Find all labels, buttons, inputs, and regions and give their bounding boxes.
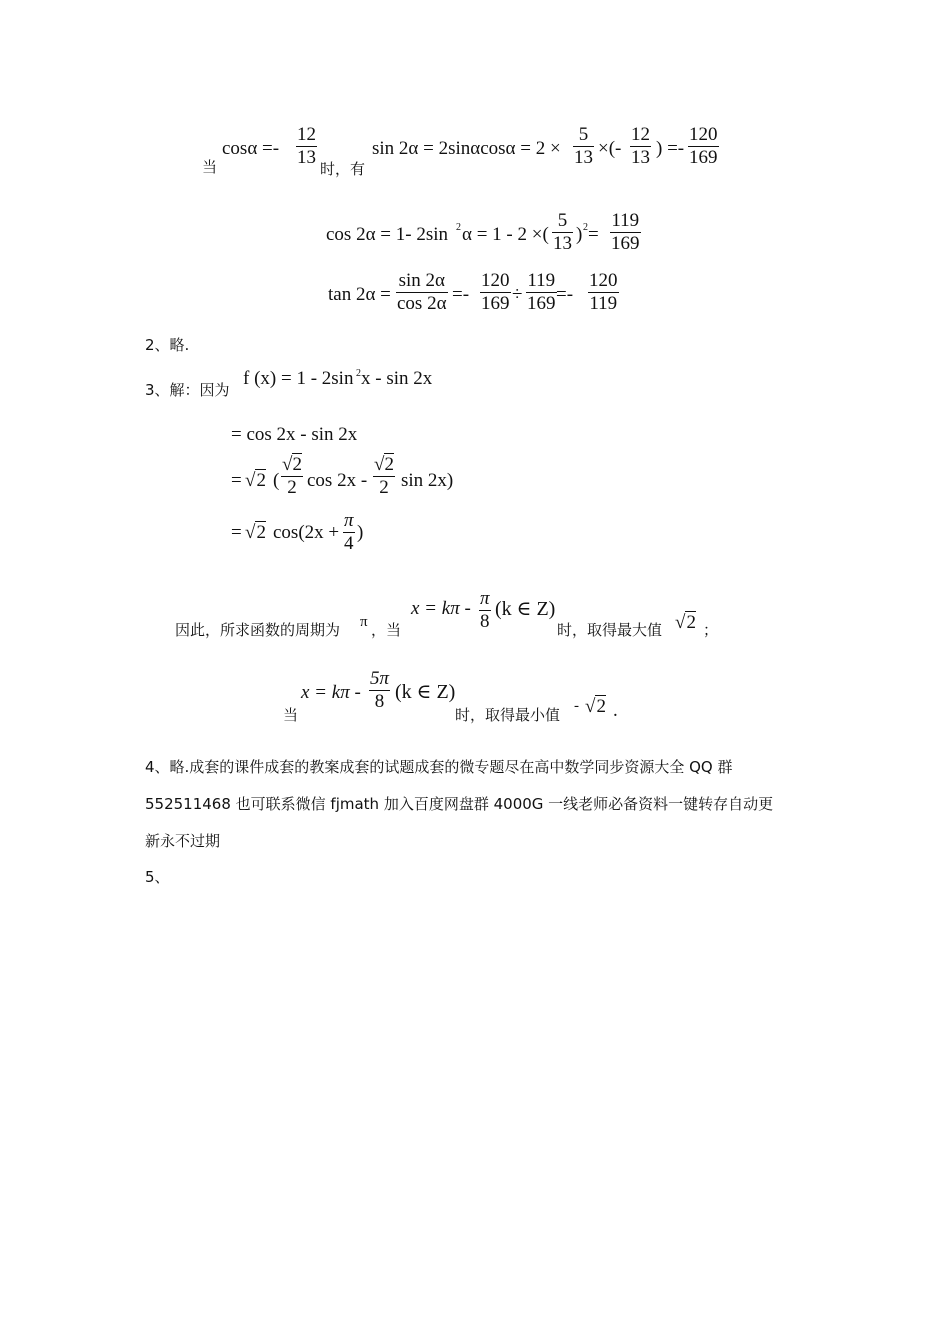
fraction-5-13: $\frac{5}{13}$ (574, 124, 593, 168)
fraction-120-169: $\frac{120}{169}$ (689, 124, 718, 168)
sqrt2-b: √2 (245, 522, 266, 543)
period-shi-max: 时，取得最大值 (557, 621, 663, 639)
tan2a-eqneg2: =- (556, 284, 574, 305)
line2-sin: sin 2x) (401, 470, 454, 491)
times-open: ×(- (598, 138, 622, 159)
fraction-119-169-b: $\frac{119}{169}$ (527, 270, 556, 314)
sqrt2-a: √2 (245, 470, 266, 491)
fraction-sin-cos: $\frac{\sin 2\alpha}{\cos 2\alpha}$ (397, 270, 447, 314)
fraction-120-119: $\frac{120}{119}$ (589, 270, 618, 314)
line2-eq: = (231, 470, 242, 491)
period-pi: π (360, 614, 368, 630)
cos2a-close: ) (576, 224, 583, 245)
fraction-sqrt2-2-a: $\frac{√2}{2}$ (282, 454, 302, 498)
period-x-eq: x = kπ - (411, 598, 471, 619)
fraction-pi-4: $\frac{\pi}{4}$ (344, 510, 354, 554)
item-5: 5、 (145, 868, 170, 886)
line3-close: ) (357, 522, 364, 543)
cos-alpha-expr: cosα =- (222, 138, 280, 159)
tan2a-eqneg: =- (452, 284, 470, 305)
item3-line1: = cos 2x - sin 2x (231, 424, 358, 445)
min-shi: 时，取得最小值 (455, 706, 561, 724)
period-text: 因此，所求函数的周期为 (175, 621, 341, 639)
line3-eq: = (231, 522, 242, 543)
period-kz: (k ∈ Z) (495, 598, 556, 620)
fraction-5-13-c: $\frac{5}{13}$ (553, 210, 572, 254)
tan2a-left: tan 2α = (328, 284, 391, 305)
close-eq: ) =- (656, 138, 685, 159)
fraction-pi-8: $\frac{\pi}{8}$ (480, 588, 490, 632)
item-3-label: 3、解：因为 (145, 381, 230, 399)
fraction-12-13: $\frac{12}{13}$ (297, 124, 316, 168)
min-neg: - (574, 698, 579, 714)
sqrt2-max: √2 (675, 612, 696, 633)
fraction-119-169: $\frac{119}{169}$ (611, 210, 640, 254)
sqrt2-min: √2 (585, 696, 606, 717)
fraction-120-169-b: $\frac{120}{169}$ (481, 270, 510, 314)
cos2a-sup: 2 (456, 222, 461, 233)
item-2: 2、略. (145, 336, 190, 354)
item-4-line1: 4、略.成套的课件成套的教案成套的试题成套的微专题尽在高中数学同步资源大全 QQ 群 (145, 758, 733, 776)
cos2a-sup2: 2 (583, 222, 588, 233)
min-dot: . (613, 700, 618, 721)
fraction-12-13-b: $\frac{12}{13}$ (631, 124, 650, 168)
shi-you-label: 时，有 (320, 160, 366, 178)
period-comma-dang: ，当 (371, 621, 402, 639)
fx-expr: f (x) = 1 - 2sin (243, 368, 354, 389)
fraction-5pi-8: $\frac{5\pi}{8}$ (370, 668, 390, 712)
min-x-eq: x = kπ - (301, 682, 361, 703)
period-semicolon: ； (703, 621, 719, 639)
item-4-line3: 新永不过期 (145, 832, 221, 850)
item-4-line2: 552511468 也可联系微信 fjmath 加入百度网盘群 4000G 一线老师必备资料一键转存自动更 (145, 795, 774, 813)
line2-open: ( (273, 470, 280, 491)
min-kz: (k ∈ Z) (395, 681, 456, 703)
fx-tail: x - sin 2x (361, 368, 433, 389)
sin2a-expr: sin 2α = 2sinαcosα = 2 × (372, 138, 561, 159)
min-dang: 当 (283, 706, 299, 724)
fx-sup: 2 (356, 368, 361, 379)
cos2a-eq: = (588, 224, 599, 245)
dang-label: 当 (202, 158, 218, 176)
tan2a-div: ÷ (512, 284, 523, 305)
fraction-sqrt2-2-b: $\frac{√2}{2}$ (374, 454, 394, 498)
line3-cos: cos(2x + (273, 522, 340, 543)
cos2a-mid: α = 1 - 2 ×( (462, 224, 549, 245)
line2-cos: cos 2x - (307, 470, 368, 491)
cos2a-left: cos 2α = 1- 2sin (326, 224, 448, 245)
